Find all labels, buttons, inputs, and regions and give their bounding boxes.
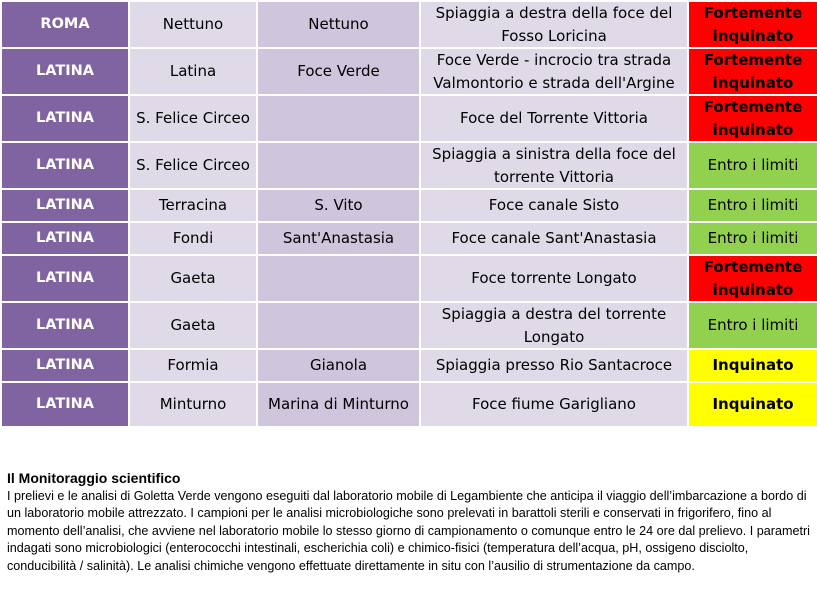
comune-cell: S. Felice Circeo [129,142,257,189]
province-cell: LATINA [1,255,129,302]
province-cell: LATINA [1,349,129,382]
status-cell: Fortemente inquinato [688,1,817,48]
localita-cell: S. Vito [257,189,420,222]
sampling-point-cell: Foce canale Sisto [420,189,688,222]
comune-cell: Formia [129,349,257,382]
comune-cell: Gaeta [129,302,257,349]
localita-cell: Nettuno [257,1,420,48]
status-cell: Fortemente inquinato [688,48,817,95]
table-row [1,95,817,142]
status-cell: Entro i limiti [688,142,817,189]
status-cell: Inquinato [688,349,817,382]
comune-cell: Terracina [129,189,257,222]
province-cell: LATINA [1,95,129,142]
status-cell: Entro i limiti [688,222,817,255]
table-row [1,349,817,382]
monitoring-section [7,470,815,575]
status-cell: Entro i limiti [688,302,817,349]
table-row [1,142,817,189]
sampling-point-cell: Foce del Torrente Vittoria [420,95,688,142]
province-cell: LATINA [1,189,129,222]
table-row [1,48,817,95]
sampling-point-cell: Foce fiume Garigliano [420,382,688,427]
localita-cell: Gianola [257,349,420,382]
localita-cell: Foce Verde [257,48,420,95]
sampling-point-cell: Foce Verde - incrocio tra strada Valmontorio e strada dell'Argine [420,48,688,95]
localita-cell [257,255,420,302]
localita-cell: Sant'Anastasia [257,222,420,255]
localita-cell: Marina di Minturno [257,382,420,427]
sampling-point-cell: Foce canale Sant'Anastasia [420,222,688,255]
comune-cell: Minturno [129,382,257,427]
province-cell: LATINA [1,302,129,349]
localita-cell [257,142,420,189]
comune-cell: Fondi [129,222,257,255]
section-body: I prelievi e le analisi di Goletta Verde vengono eseguiti dal laboratorio mobile di Legambiente che anticipa il viaggio dell’imbarcazione a bordo di un laboratorio mobile attrezzato. I campioni per le analisi microbiologiche sono prelevati in barattoli sterili e conservati in frigorifero, fino al momento dell’analisi, che avviene nel laboratorio mobile lo stesso giorno di campionamento o comunque entro le 24 ore dal prelievo. I parametri indagati sono microbiologici (enterococchi intestinali, escherichia coli) e chimico-fisici (temperatura dell’acqua, pH, ossigeno disciolto, conducibilità / salinità). Le analisi chimiche vengono effettuate direttamente in situ con l’ausilio di strumentazione da campo. [7,488,810,573]
province-cell: ROMA [1,1,129,48]
status-cell: Entro i limiti [688,189,817,222]
table-row [1,382,817,427]
table-row [1,222,817,255]
comune-cell: Gaeta [129,255,257,302]
table-row [1,302,817,349]
comune-cell: Latina [129,48,257,95]
table-row [1,189,817,222]
results-table-body [1,1,817,427]
localita-cell [257,302,420,349]
sampling-point-cell: Spiaggia a destra della foce del Fosso Loricina [420,1,688,48]
status-cell: Fortemente inquinato [688,255,817,302]
localita-cell [257,95,420,142]
status-cell: Inquinato [688,382,817,427]
province-cell: LATINA [1,48,129,95]
sampling-point-cell: Spiaggia presso Rio Santacroce [420,349,688,382]
comune-cell: Nettuno [129,1,257,48]
province-cell: LATINA [1,222,129,255]
table-row [1,255,817,302]
status-cell: Fortemente inquinato [688,95,817,142]
sampling-point-cell: Spiaggia a sinistra della foce del torrente Vittoria [420,142,688,189]
province-cell: LATINA [1,142,129,189]
table-row [1,1,817,48]
comune-cell: S. Felice Circeo [129,95,257,142]
sampling-point-cell: Foce torrente Longato [420,255,688,302]
province-cell: LATINA [1,382,129,427]
sampling-point-cell: Spiaggia a destra del torrente Longato [420,302,688,349]
section-title: Il Monitoraggio scientifico [7,470,181,486]
